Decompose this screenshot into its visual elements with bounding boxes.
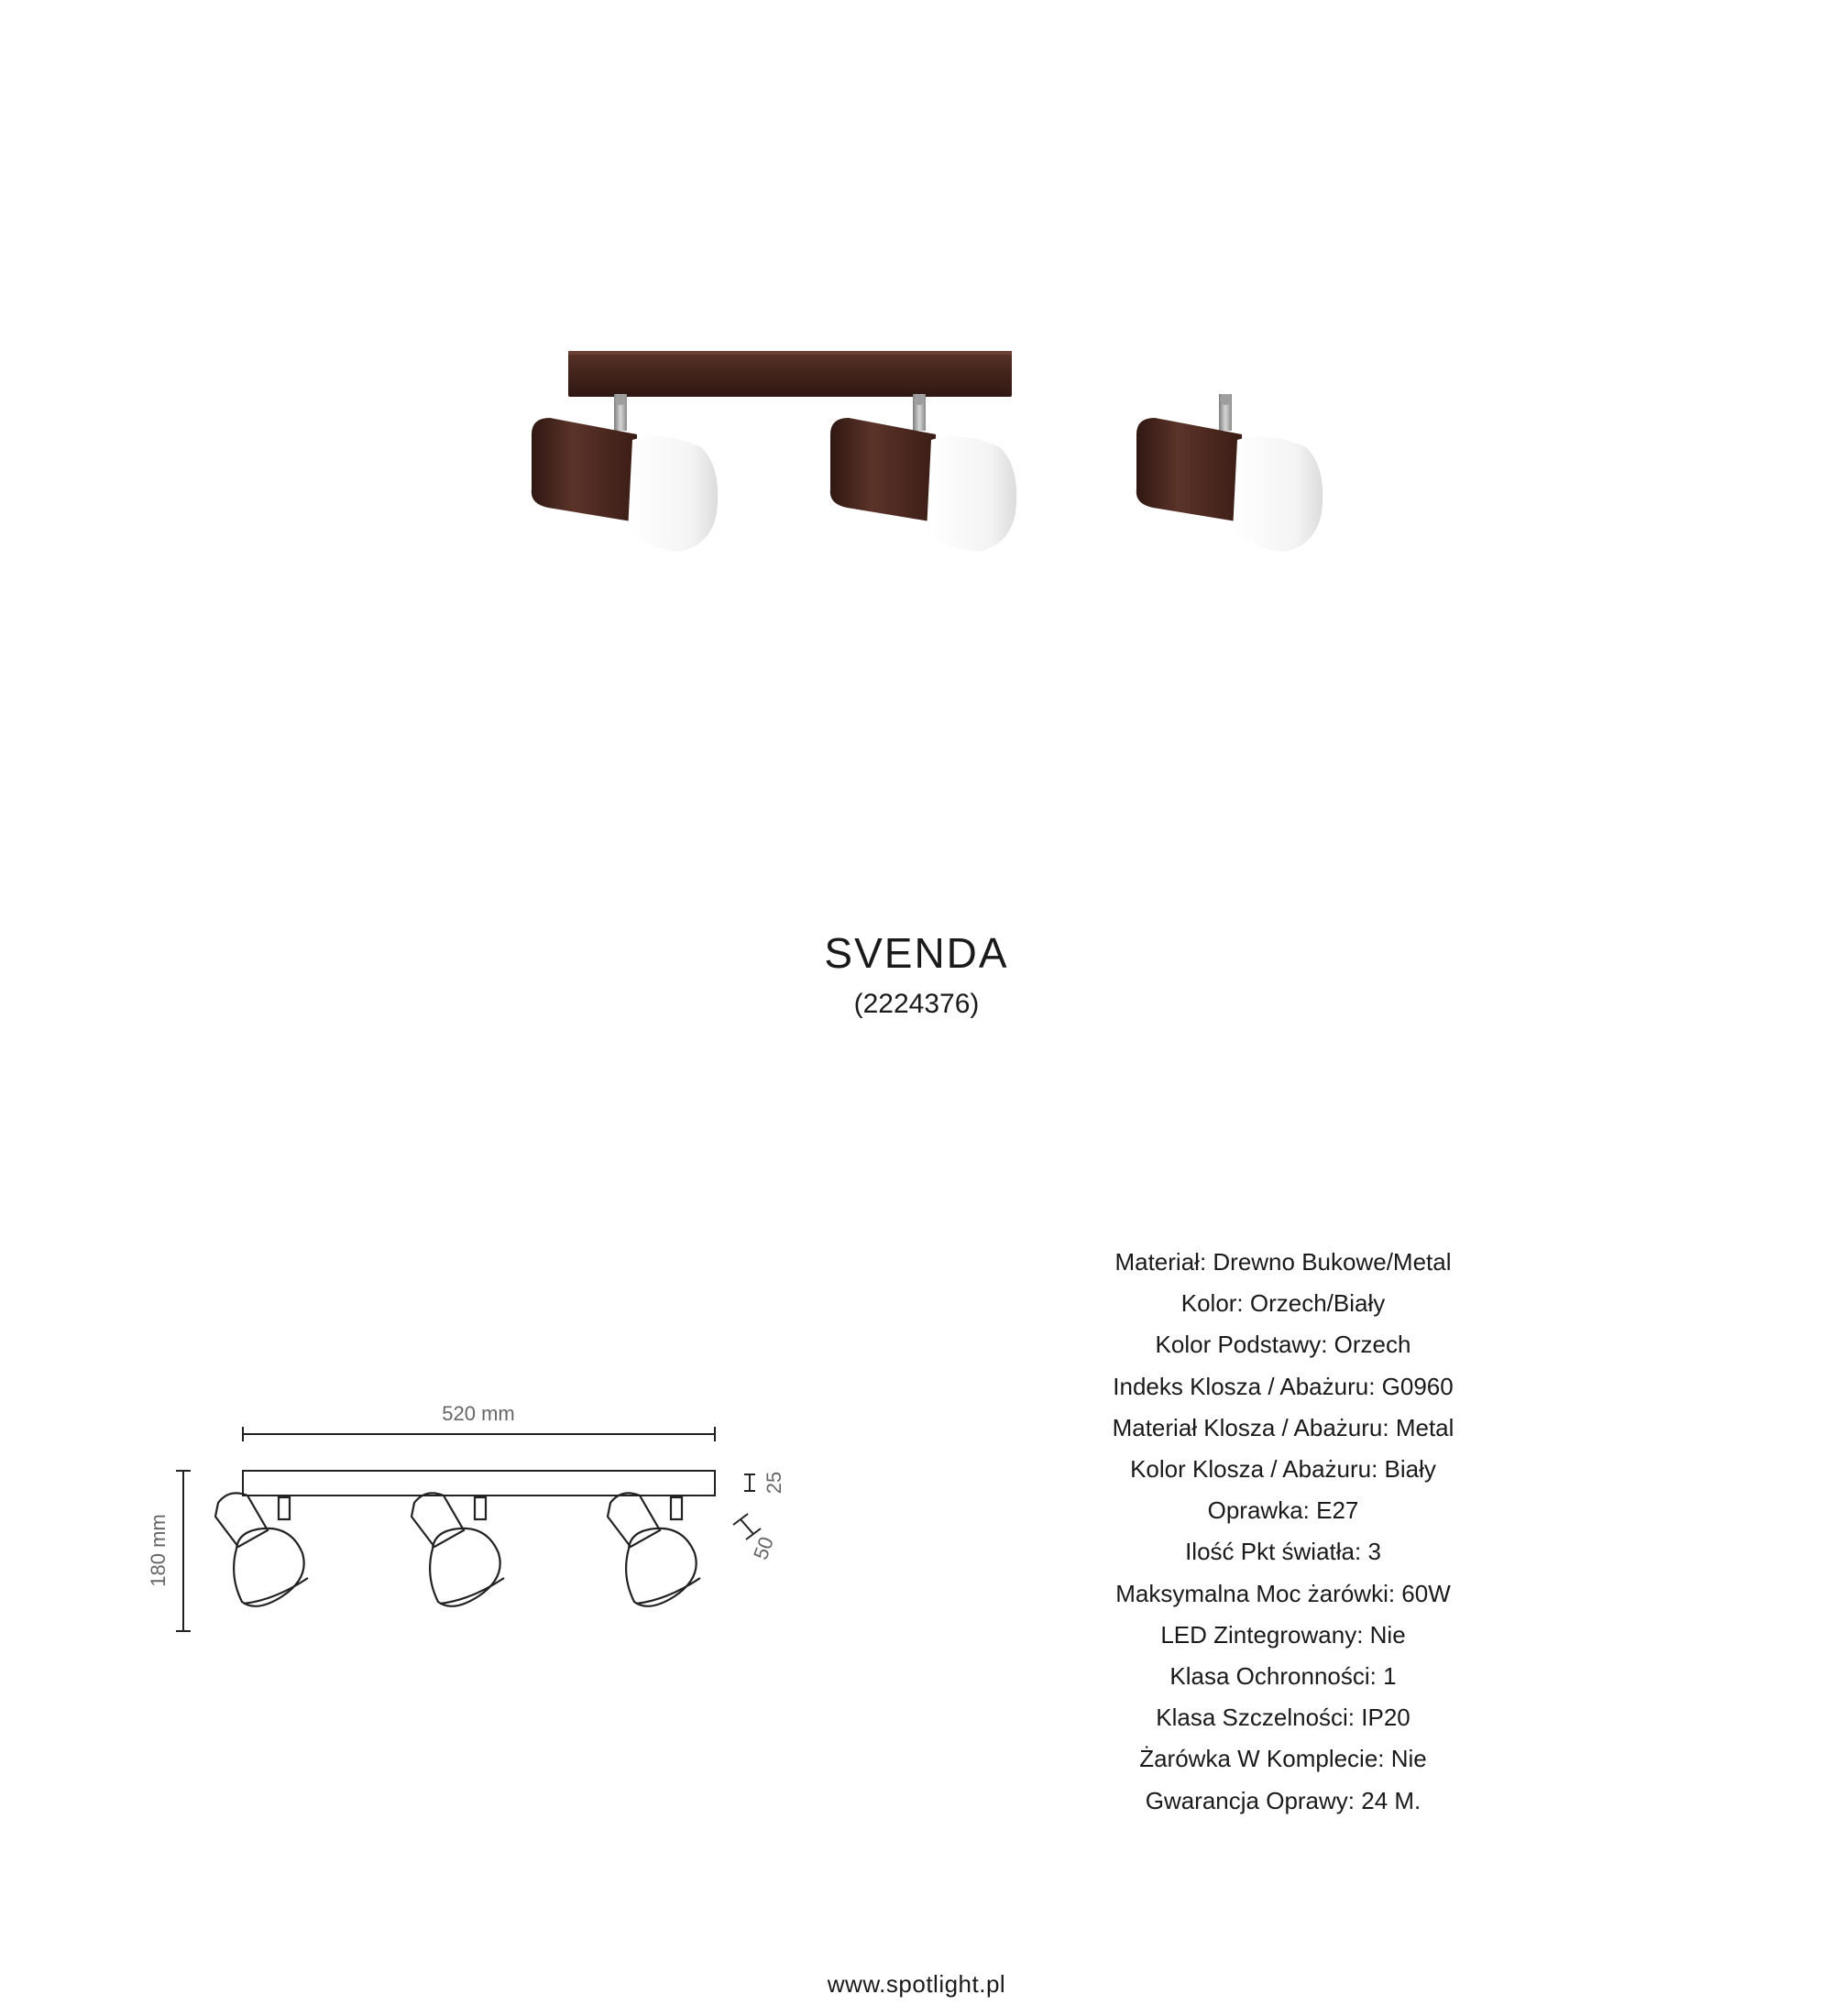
arm-label: 50 bbox=[749, 1533, 778, 1563]
base-height-label: 25 bbox=[763, 1471, 785, 1495]
spotlight-2 bbox=[830, 394, 1016, 552]
spec-color: Kolor: Orzech/Biały bbox=[1180, 1289, 1386, 1318]
product-photo bbox=[513, 339, 1338, 586]
spec-bulb-included: Żarówka W Komplecie: Nie bbox=[1139, 1745, 1427, 1773]
product-name: SVENDA bbox=[824, 929, 1009, 977]
spec-shade-color: Kolor Klosza / Abażuru: Biały bbox=[1130, 1455, 1436, 1484]
width-label: 520 mm bbox=[442, 1402, 515, 1425]
spec-material: Materiał: Drewno Bukowe/Metal bbox=[1114, 1248, 1452, 1276]
spec-shade-index: Indeks Klosza / Abażuru: G0960 bbox=[1113, 1372, 1454, 1400]
spotlight-3 bbox=[1136, 394, 1323, 552]
base-bar bbox=[568, 351, 1012, 397]
spot-outlines bbox=[215, 1493, 700, 1605]
spec-max-power: Maksymalna Moc żarówki: 60W bbox=[1115, 1579, 1451, 1607]
spec-warranty: Gwarancja Oprawy: 24 M. bbox=[1145, 1786, 1421, 1814]
website-link[interactable]: www.spotlight.pl bbox=[827, 1970, 1006, 1998]
spotlight-1 bbox=[532, 394, 718, 552]
height-label: 180 mm bbox=[147, 1514, 170, 1587]
spec-ip-rating: Klasa Szczelności: IP20 bbox=[1156, 1704, 1410, 1732]
spec-base-color: Kolor Podstawy: Orzech bbox=[1155, 1331, 1411, 1359]
spec-shade-material: Materiał Klosza / Abażuru: Metal bbox=[1112, 1413, 1454, 1441]
width-dimension bbox=[243, 1402, 715, 1441]
spec-list bbox=[1054, 1242, 1512, 1822]
dimension-drawing bbox=[128, 1384, 825, 1659]
spec-socket: Oprawka: E27 bbox=[1207, 1496, 1359, 1525]
spec-protection-class: Klasa Ochronności: 1 bbox=[1169, 1662, 1397, 1691]
arm-dimension bbox=[733, 1514, 778, 1562]
spec-light-points: Ilość Pkt światła: 3 bbox=[1185, 1538, 1381, 1566]
product-code: (2224376) bbox=[853, 989, 980, 1019]
spec-led: LED Zintegrowany: Nie bbox=[1160, 1620, 1406, 1649]
title-block bbox=[0, 926, 1833, 1023]
base-height-dimension bbox=[744, 1472, 785, 1494]
height-dimension bbox=[147, 1471, 191, 1631]
base-outline bbox=[243, 1471, 715, 1496]
